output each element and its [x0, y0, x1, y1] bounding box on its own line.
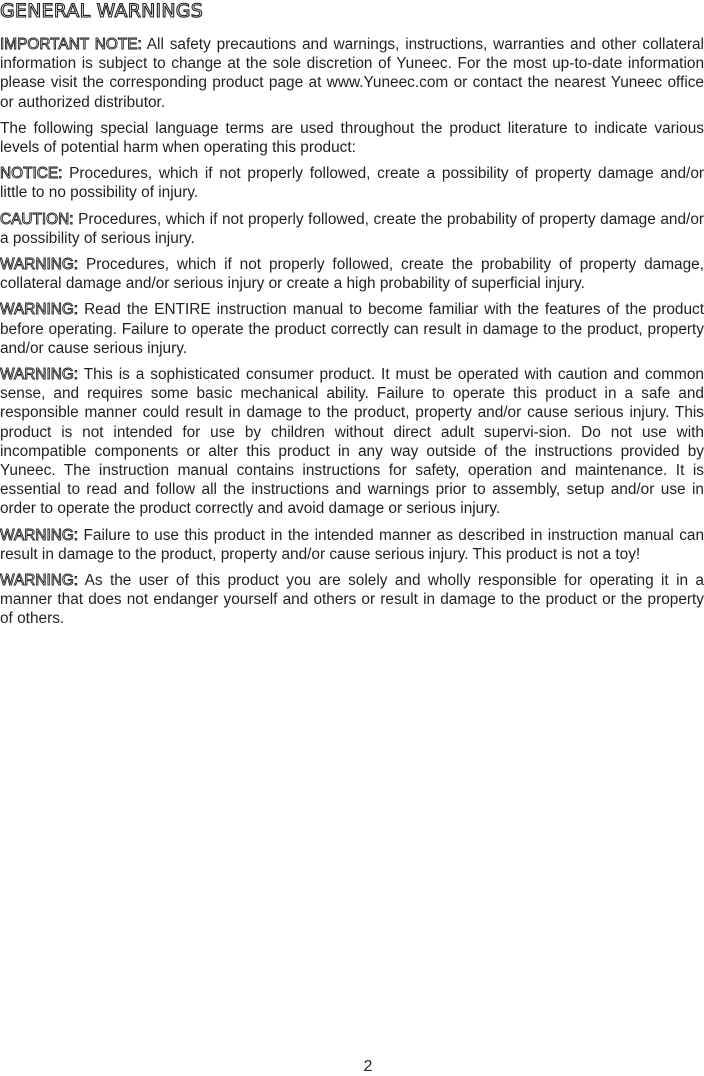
notice-paragraph	[0, 164, 704, 202]
paragraph-text: As the user of this product you are solely and wholly responsible for operating it in a manner that does not endanger yourself and others or result in damage to the product or the property of others.	[0, 572, 704, 628]
paragraph-text: Procedures, which if not properly followed, create a possibility of property damage and/or little to no possibility of injury.	[0, 165, 704, 202]
paragraph-label: NOTICE:	[0, 165, 63, 183]
paragraph-label: WARNING:	[0, 366, 79, 384]
paragraph-text: All safety precautions and warnings, instructions, warranties and other collateral information is subject to change at the sole discretion of Yuneec. For the most up-to-date information please visit the corresponding product page at www.Yuneec.com or contact the nearest Yuneec office or authorized distributor.	[0, 36, 704, 111]
paragraph-text: Procedures, which if not properly followed, create the probability of property damage, collateral damage and/or serious injury or create a high probability of superficial injury.	[0, 256, 704, 293]
intro-paragraph	[0, 119, 704, 157]
warning-paragraph	[0, 526, 704, 564]
paragraph-text: Procedures, which if not properly followed, create the probability of property damage and/or a possibility of serious injury.	[0, 210, 704, 247]
paragraph-label: WARNING:	[0, 256, 79, 274]
warning-paragraph	[0, 255, 704, 293]
warning-paragraph	[0, 365, 704, 519]
paragraph-label: CAUTION:	[0, 210, 74, 228]
warning-paragraph	[0, 571, 704, 629]
warning-paragraph	[0, 300, 704, 358]
paragraph-text: This is a sophisticated consumer product. It must be operated with caution and common sense, and requires some basic mechanical ability. Failure to operate this product in a safe and responsible manner could result in damage to the product, property and/or cause serious injury. This product is not intended for use by children without direct adult supervi-sion. Do not use with incompatible components or alter this product in any way outside of the instructions provided by Yuneec. The instruction manual contains instructions for safety, operation and maintenance. It is essential to read and follow all the instructions and warnings prior to assembly, setup and/or use in order to operate the product correctly and avoid damage or serious injury.	[0, 366, 704, 518]
paragraph-label: WARNING:	[0, 301, 79, 319]
caution-paragraph	[0, 210, 704, 248]
paragraph-text: The following special language terms are used throughout the product literature to indicate various levels of potential harm when operating this product:	[0, 119, 704, 157]
important-note-paragraph	[0, 35, 704, 112]
paragraph-text: Read the ENTIRE instruction manual to become familiar with the features of the product before operating. Failure to operate the product correctly can result in damage to the product, property and/or cause serious injury.	[0, 301, 704, 357]
page-title: GENERAL WARNINGS	[0, 0, 203, 22]
page-number: 2	[363, 1058, 373, 1075]
paragraph-label: IMPORTANT NOTE:	[0, 36, 142, 53]
paragraph-label: WARNING:	[0, 526, 79, 544]
warnings-body	[0, 35, 704, 636]
paragraph-text: Failure to use this product in the intended manner as described in instruction manual can result in damage to the product, property and/or cause serious injury. This product is not a toy!	[0, 526, 704, 563]
paragraph-label: WARNING:	[0, 572, 79, 590]
